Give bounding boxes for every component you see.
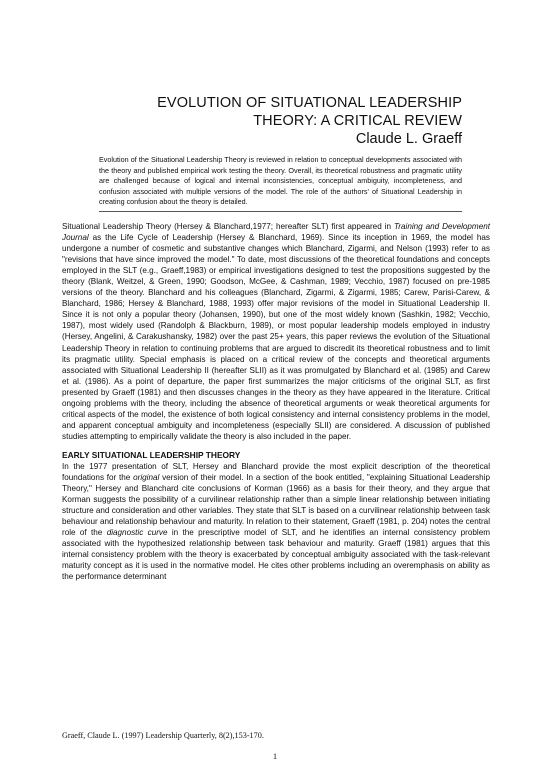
paper-title-line-2: THEORY: A CRITICAL REVIEW	[253, 113, 462, 129]
journal-name: Training and Development Journal	[62, 222, 490, 243]
citation-footer: Graeff, Claude L. (1997) Leadership Quarterly, 8(2),153-170.	[62, 731, 264, 740]
section-text-3: in the prescriptive model of SLT, and he identifies an internal consistency problem associated with the hypothesized relationship between task behaviour and maturity. Graeff (1981) argues that this internal consistency problem with the theory is exacerbated by conceptual ambiguity associated with the task-relevant maturity concept as it is used in the normative model. He cites other problems including an overemphasis on ability as the performance determinant	[62, 528, 490, 582]
section-paragraph	[62, 461, 490, 583]
section-text-1: In the 1977 presentation of SLT, Hersey and Blanchard provide the most explicit description of the theoretical foundations for the	[62, 461, 490, 482]
body-text	[62, 221, 490, 582]
title-block	[62, 94, 462, 148]
page-number: 1	[272, 751, 278, 761]
intro-text-1: Situational Leadership Theory (Hersey & Blanchard,1977; hereafter SLT) first appeared in	[62, 222, 394, 231]
abstract-divider	[99, 211, 462, 212]
paper-title-line-1: EVOLUTION OF SITUATIONAL LEADERSHIP	[157, 95, 462, 111]
section-text-2: version of their model. In a section of the book entitled, "explaining Situational Leadership Theory," Hersey and Blanchard cite conclusions of Korman (1966) as a basis for their theory, and they argue that Korman suggests the possibility of a curvilinear relationship rather than a simple linear relationship between initiating structure and consideration and other variables. They state that SLT is based on a curvilinear relationship between task behaviour and relationship behaviour and maturity. In relation to their statement, Graeff (1981, p. 204) notes the central role of the	[62, 472, 490, 538]
emphasis-diagnostic-curve: diagnostic curve	[106, 528, 168, 538]
abstract: Evolution of the Situational Leadership Theory is reviewed in relation to conceptual developments associated with the theory and published empirical work testing the theory. Overall, its theoretical robustness and pragmatic utility are challenged because of logical and internal inconsistencies, conceptual ambiguity, incompleteness, and confusion associated with multiple versions of the model. The role of the authors' of Situational Leadership in creating confusion about the theory is detailed.	[99, 155, 462, 207]
section-heading: EARLY SITUATIONAL LEADERSHIP THEORY	[62, 449, 241, 460]
intro-paragraph	[62, 221, 490, 442]
emphasis-original: original	[133, 472, 160, 482]
intro-text-2: as the Life Cycle of Leadership (Hersey & Blanchard, 1969). Since its inception in 1969, the model has undergone a number of cosmetic and substantive changes which Blanchard, Zigarmi, and Nelson (1993) refer to as "revisions that have since improved the model." To date, most discussions of the theoretical foundations and concepts employed in the SLT (e.g., Graeff,1983) or empirical investigations designed to test the propositions suggested by the theory (Blank, Weitzel, & Green, 1990; Goodson, McGee, & Cashman, 1989; Vecchio, 1987) focused on pre-1985 versions of the theory. Blanchard and his colleagues (Blanchard, Zigarmi, & Zigarmi, 1985; Carew, Parisi-Carew, & Blanchard, 1986; Hersey & Blanchard, 1988, 1993) offer major revisions of the model in Situational Leadership II. Since it is not only a popular theory (Johansen, 1990), but one of the most widely known (Sashkin, 1982; Vecchio, 1987), most widely used (Randolph & Blackburn, 1989), or most popular leadership models employed in industry (Hersey, Angelini, & Carakushansky, 1982) over the past 25+ years, this paper reviews the evolution of the Situational Leadership Theory in relation to continuing problems that are argued to discredit its theoretical robustness and to limit its pragmatic utility. Special emphasis is placed on a critical review of the concepts and theoretical arguments associated with Situational Leadership II (hereafter SLII) as it was promulgated by Blanchard et al. (1985) and Carew et al. (1986). As a point of departure, the paper first summarizes the major criticisms of the original SLT, as first presented by Graeff (1981) and then discusses changes in the theory as they have appeared in the literature. Critical ongoing problems with the theory, including the absence of theoretical arguments or weak theoretical arguments for critical aspects of the model, the existence of both logical consistency and internal consistency problems in the model, and apparent conceptual ambiguity and incompleteness (especially SLII) are considered. A discussion of published studies attempting to empirically validate the theory is also included in the paper.	[62, 233, 490, 441]
author-name: Claude L. Graeff	[355, 131, 462, 147]
